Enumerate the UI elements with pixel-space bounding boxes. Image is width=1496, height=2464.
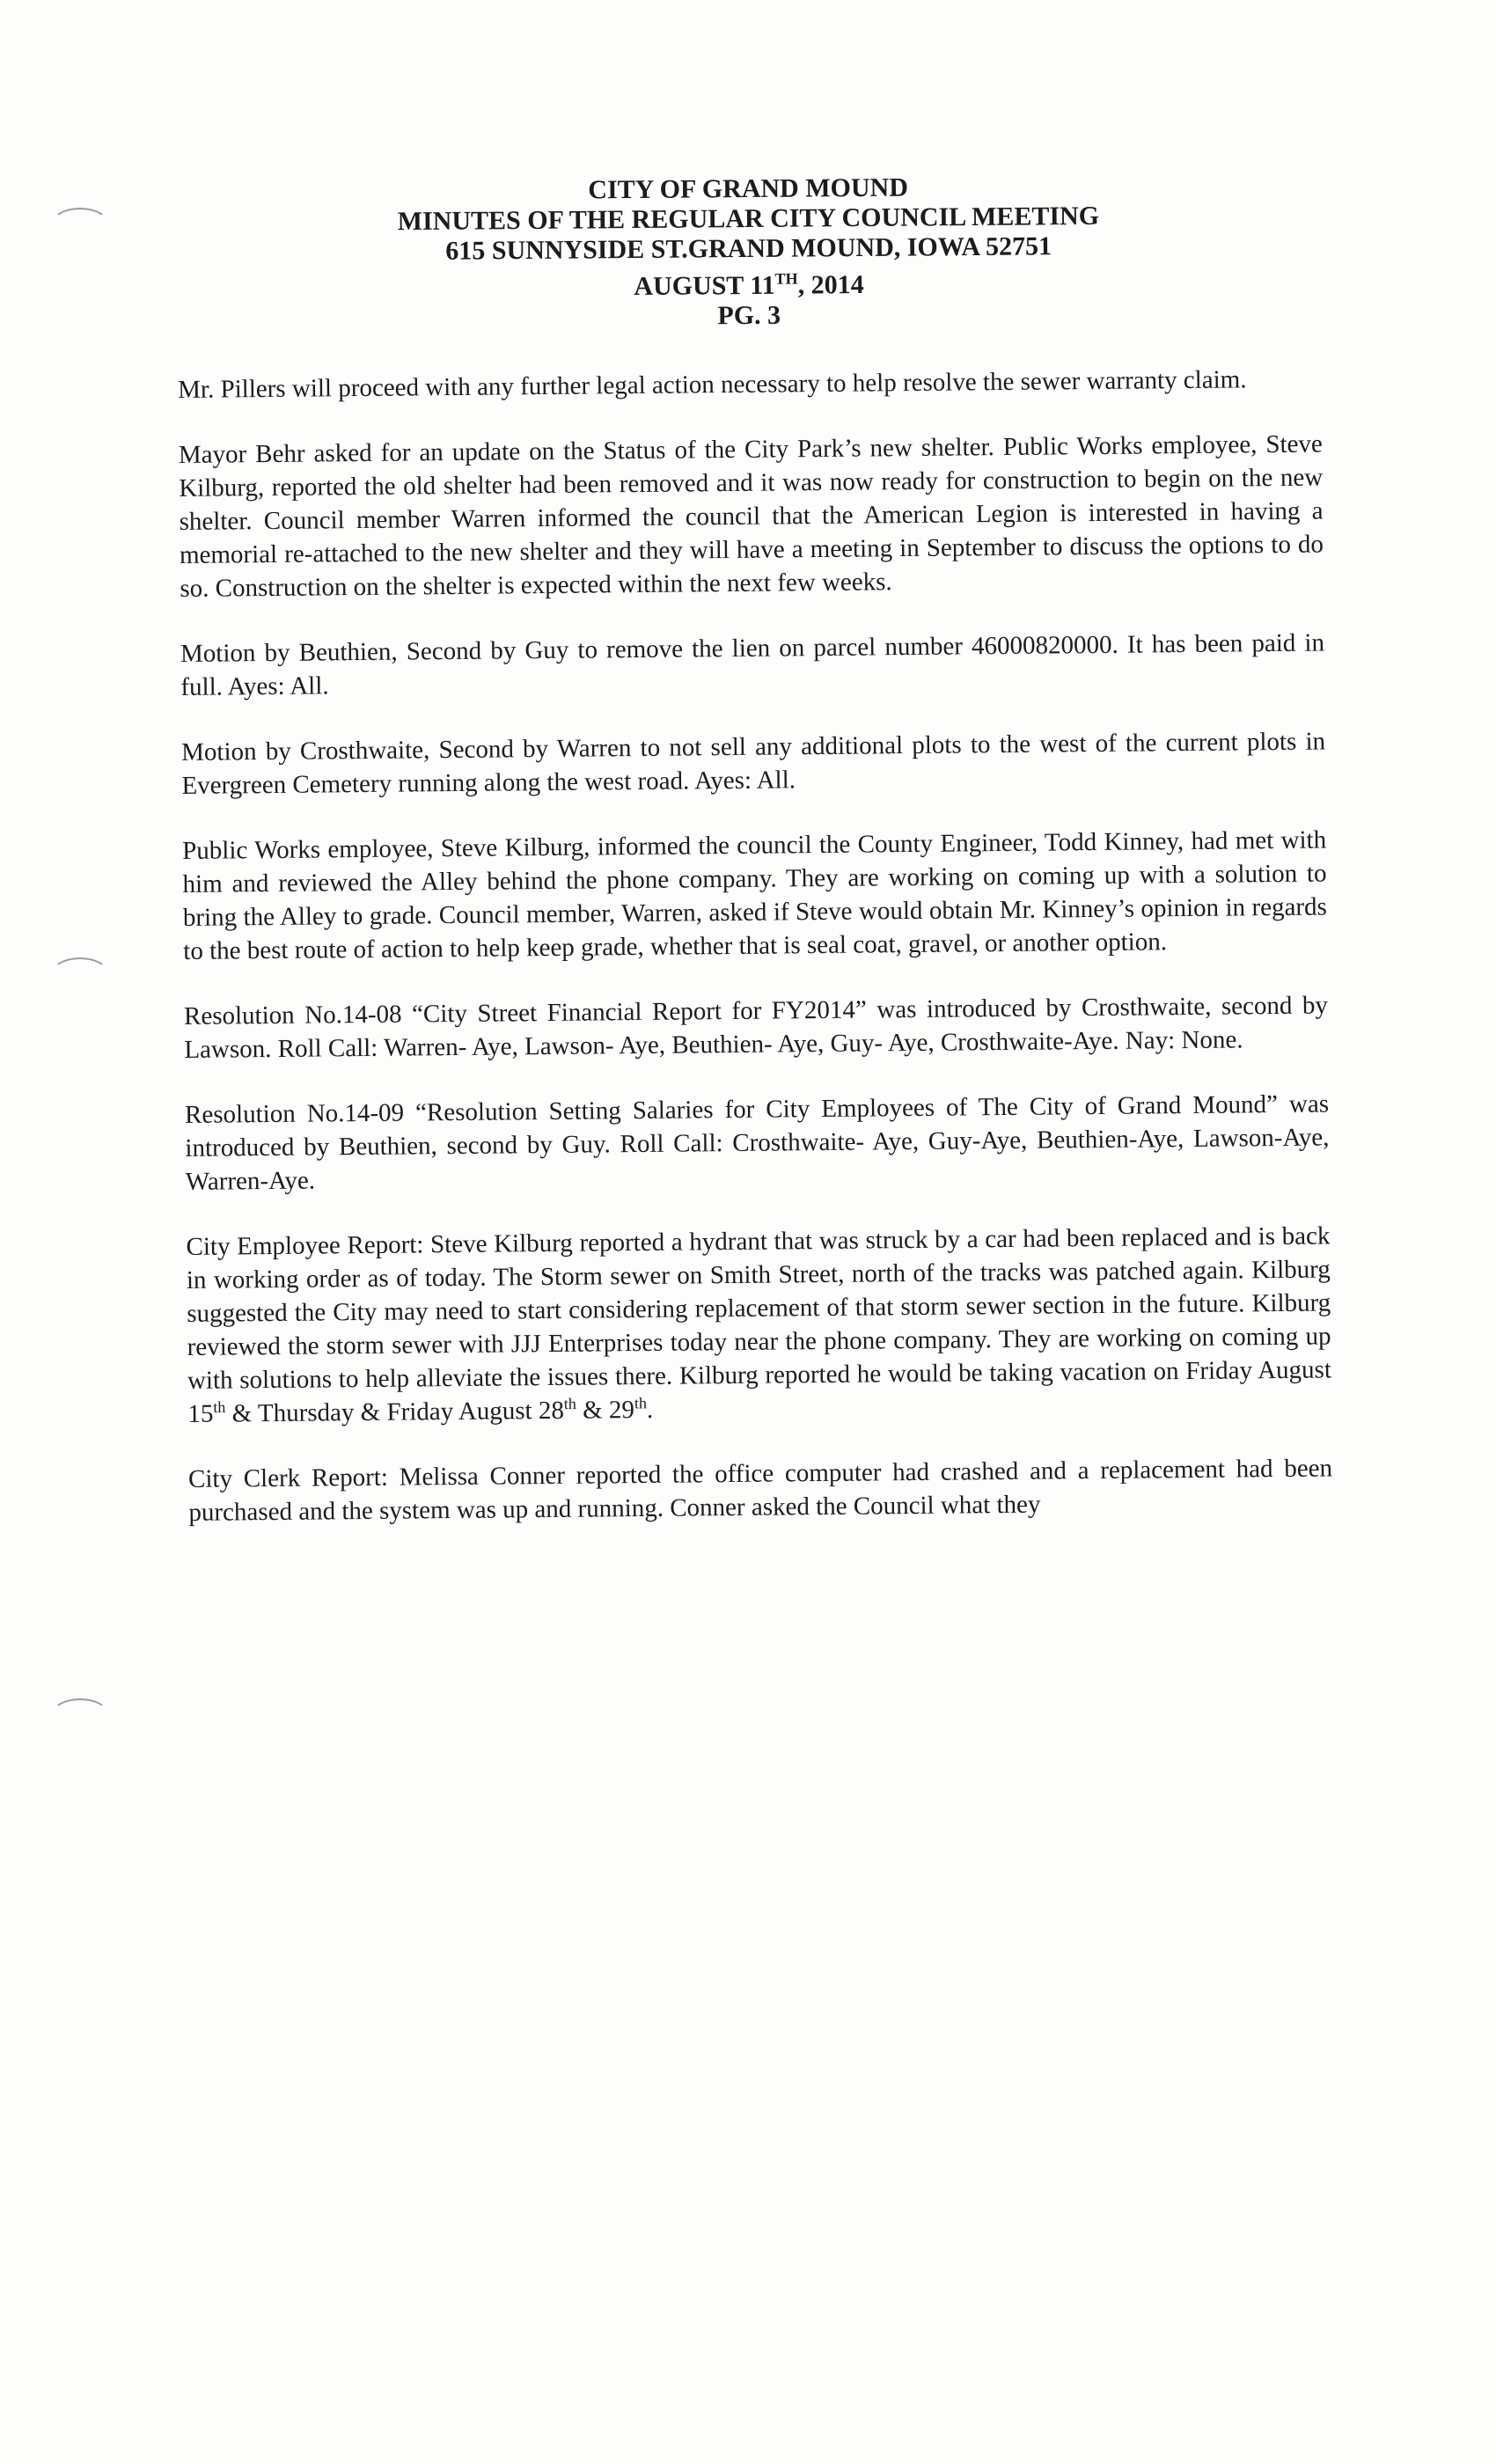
binder-hole-mark [51,1698,109,1732]
minutes-body [178,363,1333,1561]
paragraph-motion-cemetery: Motion by Crosthwaite, Second by Warren to not sell any additional plots to the west of the current plots in Evergreen Cemetery running along the west road. Ayes: All. [180,727,1326,800]
meeting-date: AUGUST 11TH, 2014 [634,269,864,302]
meeting-address: 615 SUNNYSIDE ST.GRAND MOUND, IOWA 52751 [445,231,1052,266]
document-header [0,168,1496,336]
binder-hole-mark [51,957,109,991]
minutes-title: MINUTES OF THE REGULAR CITY COUNCIL MEETING [397,201,1100,237]
paragraph-employee-report: City Employee Report: Steve Kilburg reported a hydrant that was struck by a car had been replaced and is back in working order as of today. The Storm sewer on Smith Street, north of the tracks was patched again. Kilburg suggested the City may need to start considering replacement of that storm sewer section in the future. Kilburg reviewed the storm sewer with JJJ Enterprises today near the phone company. They are working on coming up with solutions to help alleviate the issues there. Kilburg reported he would be taking vacation on Friday August 15th & Thursday & Friday August 28th & 29th. [186,1221,1332,1428]
paragraph-resolution-14-08: Resolution No.14-08 “City Street Financial Report for FY2014” was introduced by Crosthwaite, second by Lawson. Roll Call: Warren- Aye, Lawson- Aye, Beuthien- Aye, Guy- Aye, Crosthwaite-Aye. Nay: None. [183,991,1329,1064]
paragraph-sewer-warranty: Mr. Pillers will proceed with any further legal action necessary to help resolve the sewer warranty claim. [178,365,1247,404]
paragraph-motion-lien: Motion by Beuthien, Second by Guy to remove the lien on parcel number 46000820000. It has been paid in full. Ayes: All. [180,628,1325,701]
paragraph-park-shelter: Mayor Behr asked for an update on the Status of the City Park’s new shelter. Public Works employee, Steve Kilburg, reported the old shelter had been removed and it was now ready for construction to begin on the new shelter. Council member Warren informed the council that the American Legion is interested in having a memorial re-attached to the new shelter and they will have a meeting in September to discuss the options to do so. Construction on the shelter is expected within the next few weeks. [178,429,1324,603]
paragraph-clerk-report: City Clerk Report: Melissa Conner reported the office computer had crashed and a replacement had been purchased and the system was up and running. Conner asked the Council what they [187,1454,1333,1527]
paragraph-resolution-14-09: Resolution No.14-09 “Resolution Setting Salaries for City Employees of The City of Grand Mound” was introduced by Beuthien, second by Guy. Roll Call: Crosthwaite- Aye, Guy-Aye, Beuthien-Aye, Lawson-Aye, Warren-Aye. [184,1089,1330,1196]
paragraph-alley-grade: Public Works employee, Steve Kilburg, informed the council the County Engineer, Todd Kinney, had met with him and reviewed the Alley behind the phone company. They are working on coming up with a solution to bring the Alley to grade. Council member, Warren, asked if Steve would obtain Mr. Kinney’s opinion in regards to the best route of action to help keep grade, whether that is seal coat, gravel, or another option. [182,825,1328,965]
page-number: PG. 3 [717,300,781,331]
city-name: CITY OF GRAND MOUND [588,172,909,205]
